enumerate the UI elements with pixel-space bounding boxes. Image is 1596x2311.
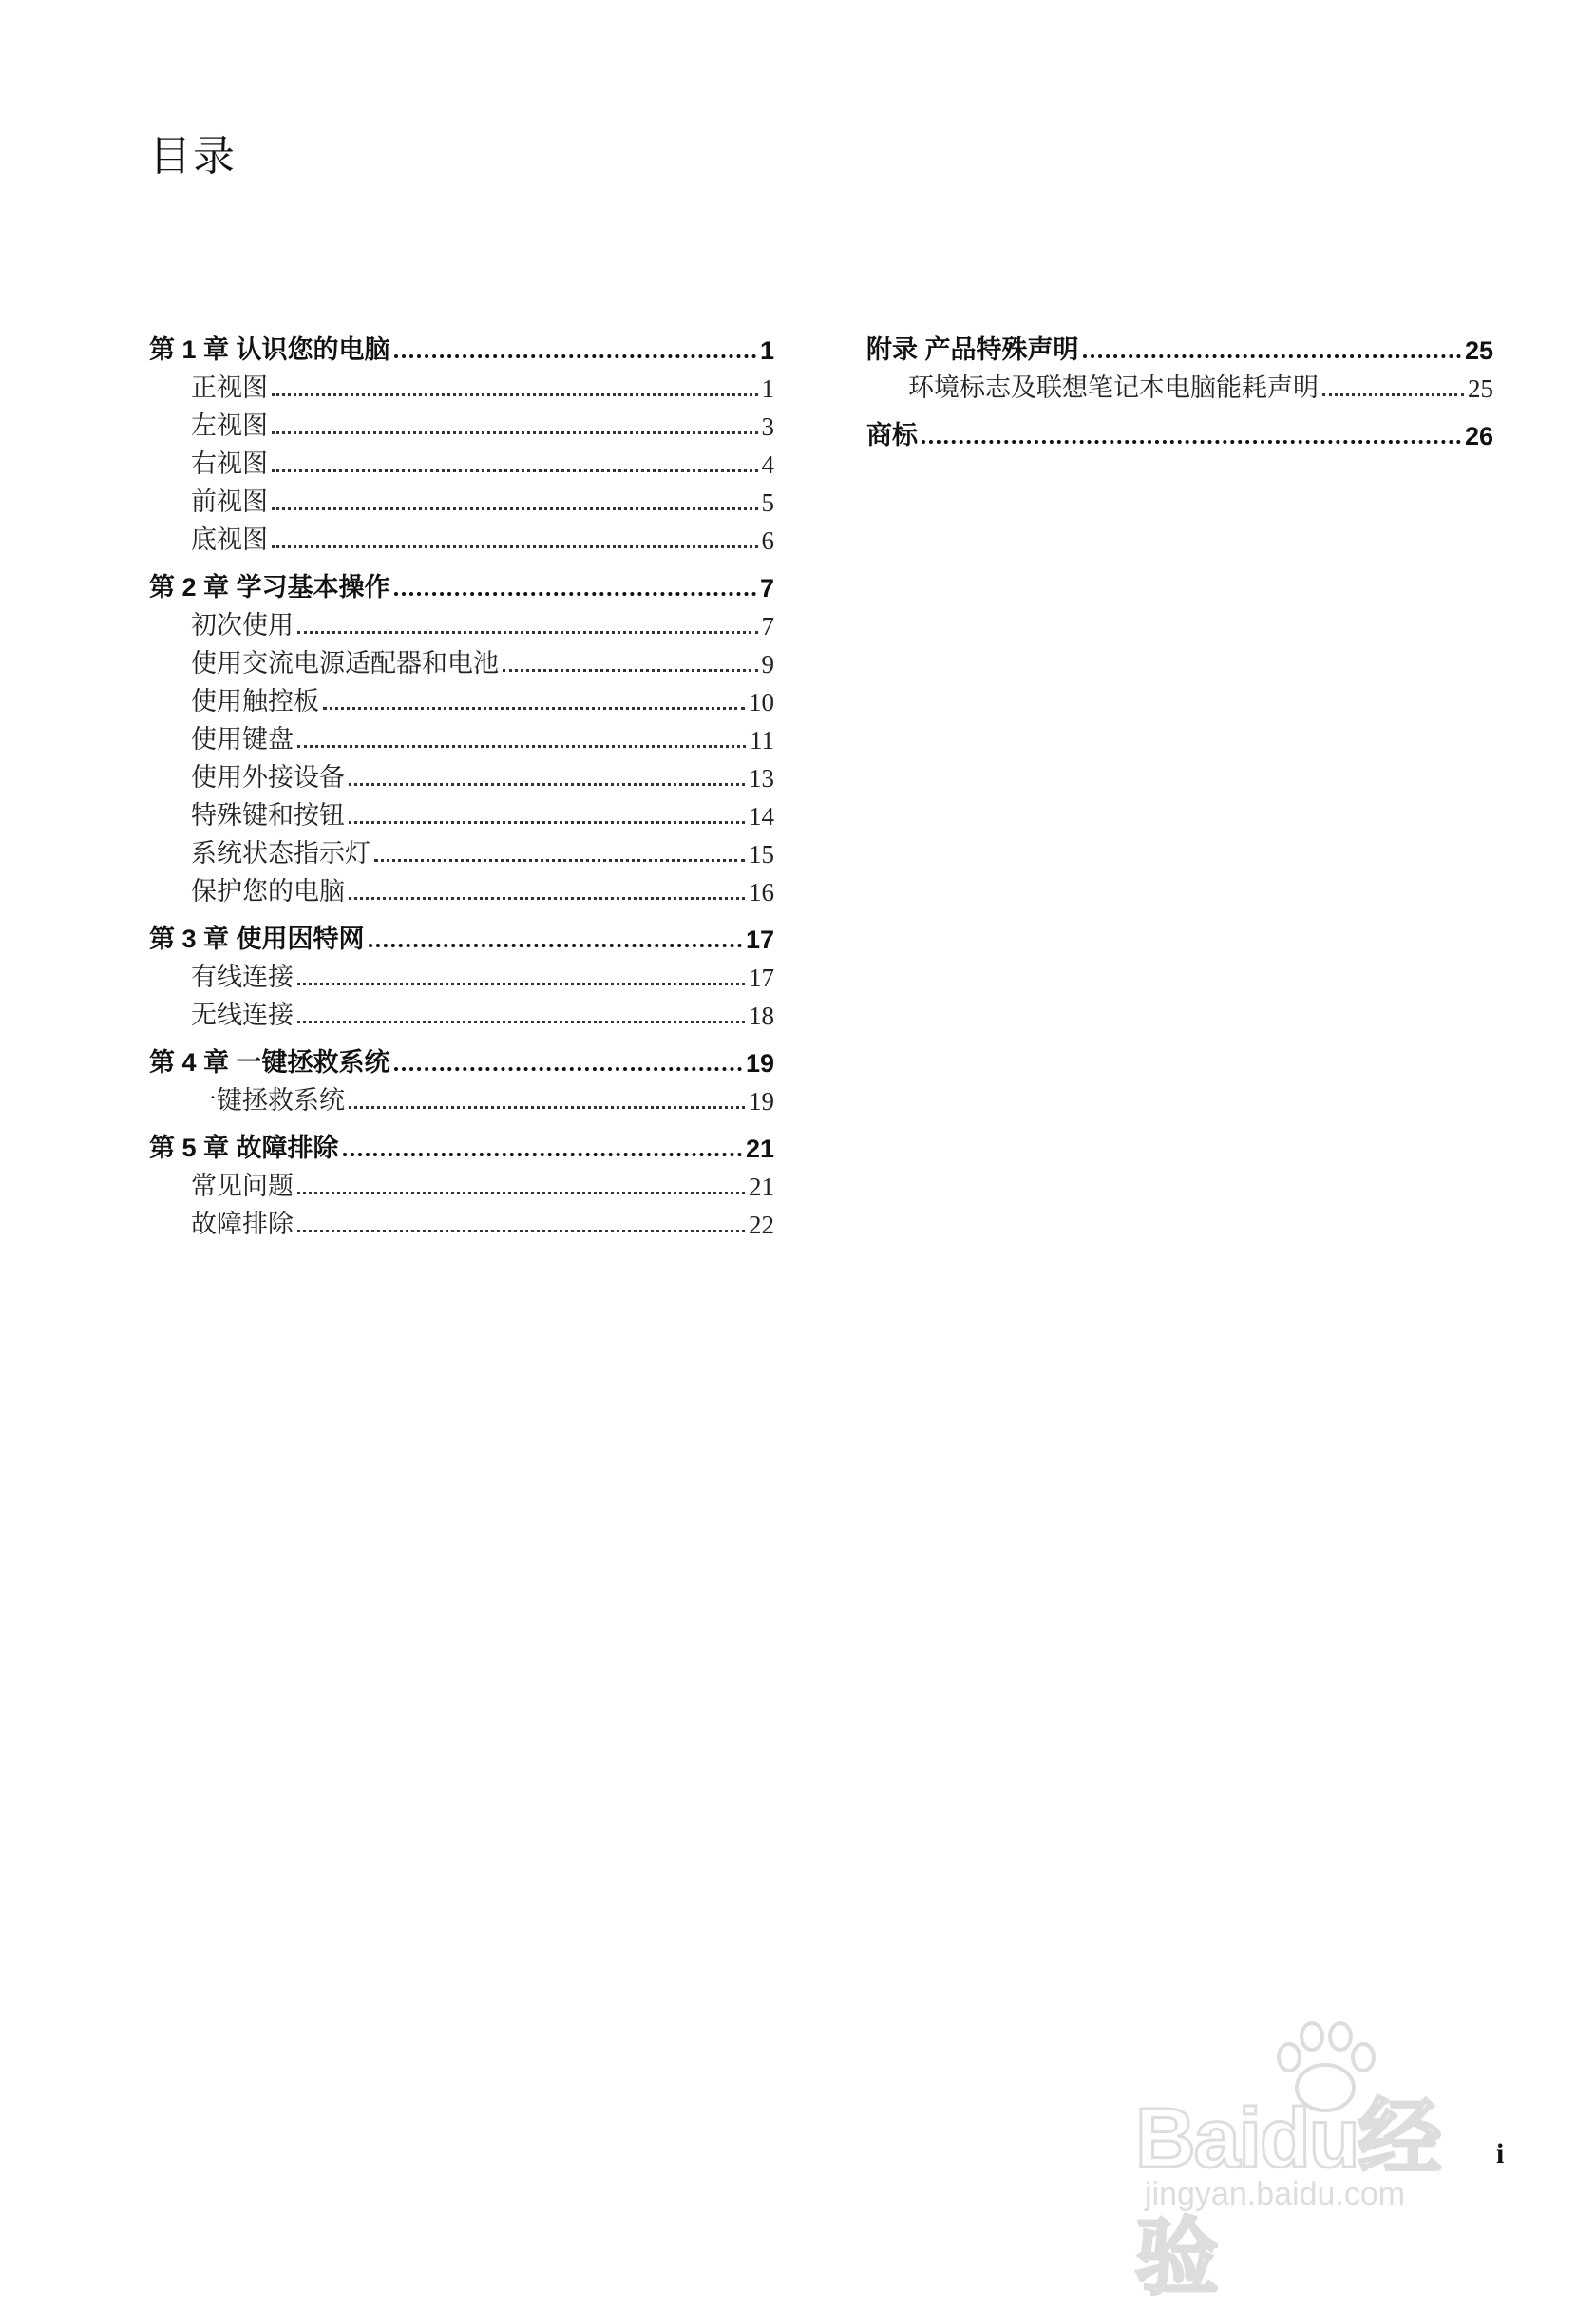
watermark-logo: Baidu经验 bbox=[1135, 2091, 1440, 2304]
toc-entry-text: 正视图 bbox=[191, 373, 268, 402]
toc-entry-text: 常见问题 bbox=[191, 1172, 294, 1200]
toc-entry[interactable] bbox=[149, 955, 774, 993]
toc-entry-page: 7 bbox=[761, 612, 774, 640]
toc-entry[interactable] bbox=[149, 993, 774, 1031]
toc-entry[interactable] bbox=[149, 679, 774, 717]
toc-leader-dots bbox=[323, 706, 745, 710]
toc-leader-dots bbox=[349, 782, 745, 786]
page-title: 目录 bbox=[149, 132, 237, 181]
toc-entry-page: 1 bbox=[761, 374, 774, 403]
toc-heading-text: 第 4 章 一键拯救系统 bbox=[149, 1048, 390, 1077]
toc-entry-page: 5 bbox=[761, 488, 774, 517]
toc-chapter bbox=[149, 328, 774, 556]
toc-entry[interactable] bbox=[866, 366, 1493, 404]
toc-leader-dots bbox=[1322, 392, 1464, 396]
toc-entry[interactable] bbox=[149, 641, 774, 679]
toc-entry[interactable] bbox=[149, 1202, 774, 1240]
toc-entry-text: 一键拯救系统 bbox=[191, 1086, 345, 1115]
toc-heading-page: 26 bbox=[1464, 422, 1493, 450]
toc-chapter bbox=[149, 1126, 774, 1240]
baidu-jingyan-watermark bbox=[1116, 2019, 1506, 2304]
toc-leader-dots bbox=[349, 820, 745, 824]
toc-leader-dots bbox=[297, 1191, 745, 1194]
toc-chapter bbox=[149, 1041, 774, 1117]
toc-leader-dots bbox=[272, 468, 758, 472]
toc-chapter bbox=[866, 413, 1493, 451]
toc-left-column bbox=[149, 328, 774, 1250]
toc-entry-text: 使用键盘 bbox=[191, 725, 294, 754]
toc-chapter-heading[interactable] bbox=[149, 328, 774, 366]
toc-entry-page: 4 bbox=[761, 450, 774, 479]
toc-entry-text: 使用交流电源适配器和电池 bbox=[191, 649, 499, 678]
toc-heading-page: 21 bbox=[745, 1135, 774, 1163]
toc-entry[interactable] bbox=[149, 366, 774, 404]
toc-entry[interactable] bbox=[149, 404, 774, 442]
toc-leader-dots bbox=[297, 982, 745, 985]
toc-heading-text: 附录 产品特殊声明 bbox=[866, 335, 1079, 364]
toc-entry-page: 25 bbox=[1468, 374, 1493, 403]
toc-heading-text: 第 5 章 故障排除 bbox=[149, 1134, 339, 1162]
toc-entry-text: 特殊键和按钮 bbox=[191, 801, 345, 830]
toc-leader-dots bbox=[297, 630, 758, 634]
toc-entry-page: 18 bbox=[749, 1002, 774, 1030]
toc-entry-page: 14 bbox=[749, 802, 774, 831]
toc-chapter bbox=[149, 917, 774, 1031]
toc-leader-dots bbox=[297, 1229, 745, 1232]
toc-entry-text: 初次使用 bbox=[191, 611, 294, 640]
toc-leader-dots bbox=[394, 591, 756, 596]
toc-entry[interactable] bbox=[149, 603, 774, 641]
toc-leader-dots bbox=[922, 439, 1461, 444]
toc-chapter-heading[interactable] bbox=[149, 917, 774, 955]
toc-chapter-heading[interactable] bbox=[149, 1126, 774, 1164]
toc-entry-page: 21 bbox=[749, 1173, 774, 1201]
toc-heading-text: 第 1 章 认识您的电脑 bbox=[149, 335, 390, 364]
toc-entry-page: 15 bbox=[749, 840, 774, 869]
toc-entry-page: 11 bbox=[750, 726, 774, 754]
toc-heading-page: 25 bbox=[1464, 336, 1493, 365]
toc-heading-page: 19 bbox=[745, 1049, 774, 1078]
toc-chapter-heading[interactable] bbox=[149, 565, 774, 603]
toc-entry-text: 有线连接 bbox=[191, 963, 294, 991]
toc-leader-dots bbox=[349, 1105, 745, 1109]
toc-entry-text: 系统状态指示灯 bbox=[191, 839, 370, 868]
toc-entry[interactable] bbox=[149, 869, 774, 907]
toc-entry-text: 前视图 bbox=[191, 487, 268, 516]
toc-entry[interactable] bbox=[149, 1079, 774, 1117]
toc-leader-dots bbox=[272, 544, 758, 548]
toc-entry-page: 13 bbox=[749, 764, 774, 793]
toc-leader-dots bbox=[297, 744, 746, 748]
toc-leader-dots bbox=[272, 506, 758, 510]
toc-entry-text: 使用触控板 bbox=[191, 687, 319, 716]
toc-chapter-heading[interactable] bbox=[866, 413, 1493, 451]
toc-leader-dots bbox=[1083, 353, 1461, 358]
toc-right-column bbox=[866, 328, 1493, 461]
toc-entry-text: 无线连接 bbox=[191, 1001, 294, 1029]
toc-entry[interactable] bbox=[149, 717, 774, 755]
toc-leader-dots bbox=[503, 668, 758, 672]
toc-entry-page: 17 bbox=[749, 964, 774, 992]
toc-entry-page: 10 bbox=[749, 688, 774, 716]
watermark-url: jingyan.baidu.com bbox=[1145, 2176, 1406, 2212]
toc-entry-text: 故障排除 bbox=[191, 1210, 294, 1238]
toc-leader-dots bbox=[369, 943, 742, 947]
toc-leader-dots bbox=[349, 896, 745, 900]
toc-entry[interactable] bbox=[149, 831, 774, 869]
toc-entry-text: 左视图 bbox=[191, 411, 268, 440]
toc-leader-dots bbox=[343, 1152, 742, 1156]
toc-entry-page: 16 bbox=[749, 878, 774, 907]
toc-entry[interactable] bbox=[149, 1164, 774, 1202]
toc-entry[interactable] bbox=[149, 755, 774, 793]
toc-leader-dots bbox=[297, 1020, 745, 1023]
toc-chapter-heading[interactable] bbox=[866, 328, 1493, 366]
toc-chapter bbox=[149, 565, 774, 907]
toc-entry-text: 保护您的电脑 bbox=[191, 877, 345, 906]
toc-leader-dots bbox=[272, 392, 758, 396]
toc-entry-text: 使用外接设备 bbox=[191, 763, 345, 792]
toc-heading-page: 1 bbox=[759, 336, 774, 365]
toc-entry[interactable] bbox=[149, 480, 774, 518]
toc-entry[interactable] bbox=[149, 518, 774, 556]
toc-heading-text: 商标 bbox=[866, 421, 918, 449]
page-number: i bbox=[1496, 2138, 1505, 2169]
toc-entry-page: 19 bbox=[749, 1087, 774, 1116]
toc-entry-text: 底视图 bbox=[191, 525, 268, 554]
toc-leader-dots bbox=[374, 858, 745, 862]
toc-entry-page: 6 bbox=[761, 526, 774, 555]
toc-entry[interactable] bbox=[149, 793, 774, 831]
toc-chapter-heading[interactable] bbox=[149, 1041, 774, 1079]
toc-heading-page: 7 bbox=[759, 574, 774, 602]
toc-entry-page: 22 bbox=[749, 1211, 774, 1239]
toc-entry-page: 9 bbox=[761, 650, 774, 678]
toc-leader-dots bbox=[272, 430, 758, 434]
toc-heading-text: 第 3 章 使用因特网 bbox=[149, 925, 365, 953]
toc-chapter bbox=[866, 328, 1493, 404]
toc-leader-dots bbox=[394, 1066, 742, 1071]
toc-leader-dots bbox=[394, 353, 756, 358]
toc-entry[interactable] bbox=[149, 442, 774, 480]
toc-entry-text: 环境标志及联想笔记本电脑能耗声明 bbox=[908, 373, 1319, 402]
toc-heading-page: 17 bbox=[745, 926, 774, 954]
toc-entry-page: 3 bbox=[761, 412, 774, 441]
toc-heading-text: 第 2 章 学习基本操作 bbox=[149, 573, 390, 602]
toc-entry-text: 右视图 bbox=[191, 449, 268, 478]
